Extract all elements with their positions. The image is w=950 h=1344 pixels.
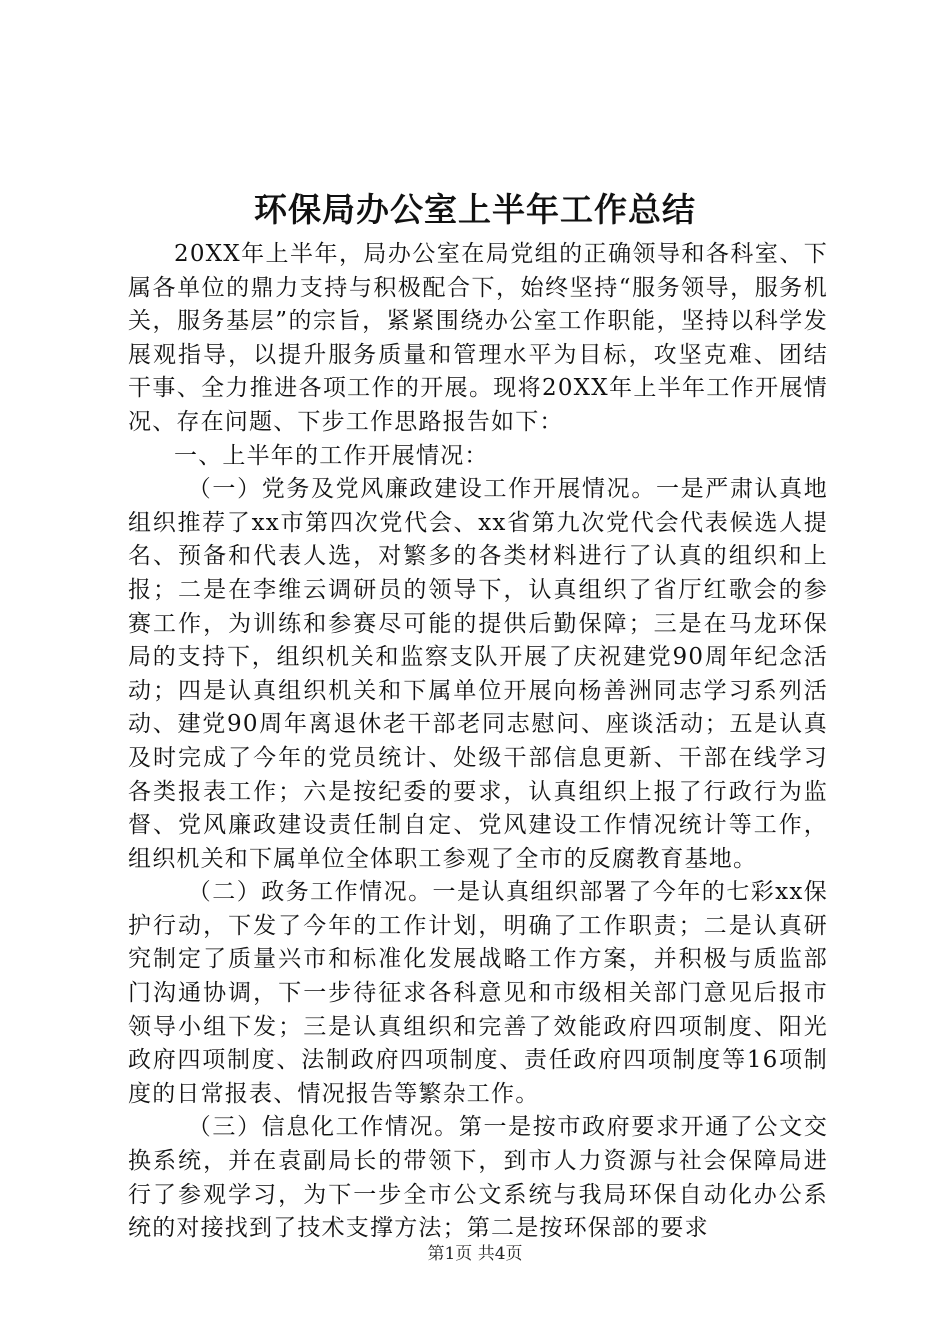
informatization-paragraph: （三）信息化工作情况。第一是按市政府要求开通了公文交换系统，并在袁副局长的带领下，到市人力资源与社会保障局进行了参观学习，为下一步全市公文系统与我局环保自动化办公系统的对接找到了技术支撑方法；第二是按环保部的要求 — [128, 1114, 828, 1242]
government-affairs-paragraph: （二）政务工作情况。一是认真组织部署了今年的七彩xx保护行动，下发了今年的工作计划，明确了工作职责；二是认真研究制定了质量兴市和标准化发展战略工作方案，并积极与质监部门沟通协调，下一步待征求各科意见和市级相关部门意见后报市领导小组下发；三是认真组织和完善了效能政府四项制度、阳光政府四项制度、法制政府四项制度、责任政府四项制度等16项制度的日常报表、情况报告等繁杂工作。 — [128, 879, 828, 1107]
section-heading: 一、上半年的工作开展情况： — [174, 442, 489, 469]
document-title: 环保局办公室上半年工作总结 — [254, 190, 696, 229]
party-affairs-paragraph: （一）党务及党风廉政建设工作开展情况。一是严肃认真地组织推荐了xx市第四次党代会、xx省第九次党代会代表候选人提名、预备和代表人选，对繁多的各类材料进行了认真的组织和上报；二是在李维云调研员的领导下，认真组织了省厅红歌会的参赛工作，为训练和参赛尽可能的提供后勤保障；三是在马龙环保局的支持下，组织机关和监察支队开展了庆祝建党90周年纪念活动；四是认真组织机关和下属单位开展向杨善洲同志学习系列活动、建党90周年离退休老干部老同志慰问、座谈活动；五是认真及时完成了今年的党员统计、处级干部信息更新、干部在线学习各类报表工作；六是按纪委的要求，认真组织上报了行政行为监督、党风廉政建设责任制自定、党风建设工作情况统计等工作，组织机关和下属单位全体职工参观了全市的反腐教育基地。 — [128, 476, 828, 872]
page-number-footer: 第1页 共4页 — [427, 1244, 523, 1264]
intro-paragraph: 20XX年上半年，局办公室在局党组的正确领导和各科室、下属各单位的鼎力支持与积极配合下，始终坚持“服务领导，服务机关，服务基层”的宗旨，紧紧围绕办公室工作职能，坚持以科学发展观指导，以提升服务质量和管理水平为目标，攻坚克难、团结干事、全力推进各项工作的开展。现将20XX年上半年工作开展情况、存在问题、下步工作思路报告如下： — [128, 241, 828, 435]
document-body — [128, 238, 828, 1246]
